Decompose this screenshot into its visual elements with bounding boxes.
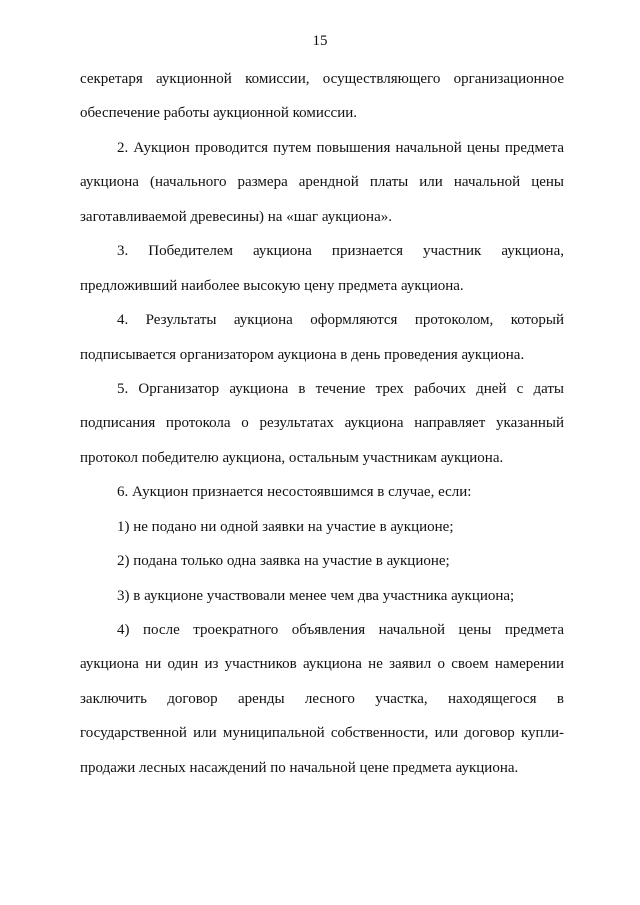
text-line: 5. Организатор аукциона в течение трех рабочих дней с даты <box>117 380 564 397</box>
text-line: 2. Аукцион проводится путем повышения начальной цены предмета <box>117 139 564 156</box>
text-line: аукциона (начального размера арендной платы или начальной цены <box>80 174 564 191</box>
text-line: аукциона ни один из участников аукциона не заявил о своем намерении <box>80 656 564 673</box>
text-line: 3) в аукционе участвовали менее чем два участника аукциона; <box>117 587 515 604</box>
text-line: секретаря аукционной комиссии, осуществляющего организационное <box>80 71 564 87</box>
text-line: государственной или муниципальной собственности, или договор купли- <box>80 725 564 742</box>
text-line: подписания протокола о результатах аукциона направляет указанный <box>80 415 564 432</box>
text-line: продажи лесных насаждений по начальной цене предмета аукциона. <box>80 759 519 776</box>
text-line: 4) после троекратного объявления начальной цены предмета <box>117 622 564 638</box>
text-line: заготавливаемой древесины) на «шаг аукциона». <box>80 208 392 225</box>
text-line: протокол победителю аукциона, остальным участникам аукциона. <box>80 449 504 466</box>
text-line: 1) не подано ни одной заявки на участие в аукционе; <box>117 518 454 535</box>
text-line: 3. Победителем аукциона признается участник аукциона, <box>117 243 564 260</box>
text-line: предложивший наиболее высокую цену предмета аукциона. <box>80 277 464 294</box>
text-line: обеспечение работы аукционной комиссии. <box>80 105 358 122</box>
text-line: 4. Результаты аукциона оформляются протоколом, который <box>117 312 564 329</box>
text-line: 2) подана только одна заявка на участие в аукционе; <box>117 553 450 570</box>
text-line: подписывается организатором аукциона в день проведения аукциона. <box>80 346 525 363</box>
text-line: 6. Аукцион признается несостоявшимся в случае, если: <box>117 484 472 501</box>
text-line: заключить договор аренды лесного участка, находящегося в <box>80 690 564 707</box>
page-number: 15 <box>312 33 328 49</box>
document-body <box>80 68 564 791</box>
